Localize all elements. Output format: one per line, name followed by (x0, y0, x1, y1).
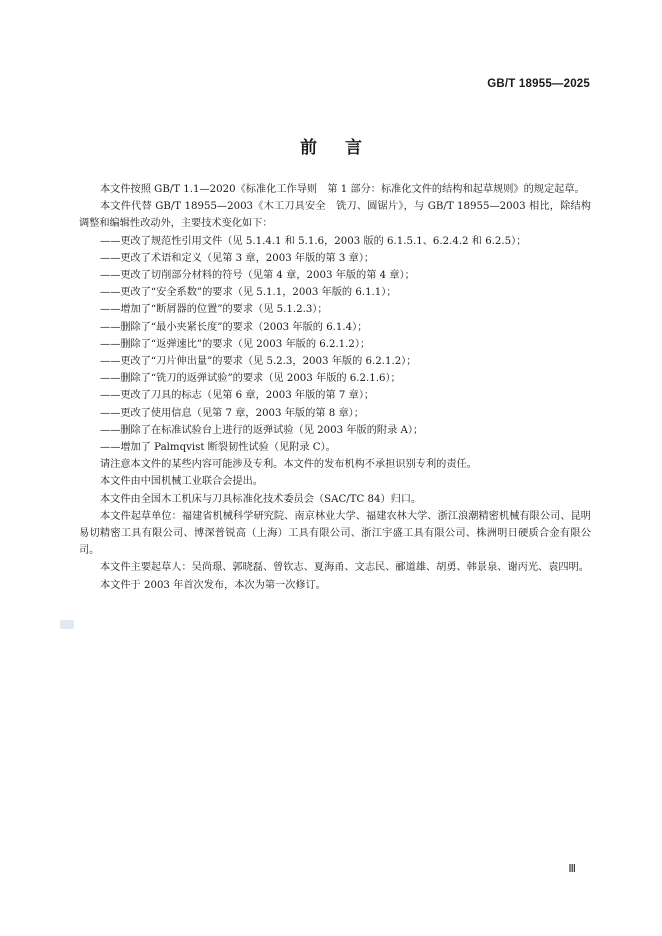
drafting-units: 本文件起草单位：福建省机械科学研究院、南京林业大学、福建农林大学、浙江浪潮精密机械有限公司、昆明易切精密工具有限公司、博深普锐高（上海）工具有限公司、浙江宇盛工具有限公司、株洲明日硬质合金有限公司。 (79, 510, 591, 557)
proposer-statement: 本文件由中国机械工业联合会提出。 (100, 476, 263, 488)
list-item: ——删除了“返弹速比”的要求（见 2003 年版的 6.2.1.2）； (100, 338, 371, 350)
list-item: ——更改了切削部分材料的符号（见第 4 章，2003 年版的第 4 章）； (100, 270, 415, 282)
intro-paragraph: 本文件代替 GB/T 18955—2003《木工刀具安全 铣刀、圆锯片》，与 GB/T 18955—2003 相比，除结构调整和编辑性改动外，主要技术变化如下： (79, 201, 591, 230)
changes-list (79, 233, 591, 457)
drafters: 本文件主要起草人：吴尚璟、郭晓磊、曾钦志、夏海甬、文志民、郦道雄、胡勇、韩景泉、谢丙光、袁四明。 (100, 562, 589, 574)
list-item: ——更改了“安全系数”的要求（见 5.1.1，2003 年版的 6.1.1）； (100, 287, 397, 299)
intro-paragraph: 本文件按照 GB/T 1.1—2020《标准化工作导则 第 1 部分：标准化文件的结构和起草规则》的规定起草。 (100, 184, 585, 195)
list-item: ——更改了术语和定义（见第 3 章，2003 年版的第 3 章）； (100, 252, 375, 264)
page-title: 前言 (300, 138, 390, 158)
list-item: ——删除了“最小夹紧长度”的要求（2003 年版的 6.1.4）； (100, 321, 368, 333)
standard-code: GB/T 18955—2025 (487, 78, 590, 90)
list-item: ——删除了“铣刀的返弹试验”的要求（见 2003 年版的 6.2.1.6）； (100, 373, 401, 385)
committee-statement: 本文件由全国木工机床与刀具标准化技术委员会（SAC/TC 84）归口。 (100, 493, 422, 505)
list-item: ——增加了 Palmqvist 断裂韧性试验（见附录 C）。 (100, 442, 336, 454)
page-number: Ⅲ (568, 863, 576, 875)
document-body (79, 181, 591, 594)
list-item: ——增加了“断屑器的位置”的要求（见 5.1.2.3）； (100, 304, 328, 316)
list-item: ——更改了“刀片伸出量”的要求（见 5.2.3，2003 年版的 6.2.1.2）； (100, 356, 417, 368)
list-item: ——更改了规范性引用文件（见 5.1.4.1 和 5.1.6，2003 版的 6.1.5.1、6.2.4.2 和 6.2.5）； (100, 235, 527, 247)
list-item: ——删除了在标准试验台上进行的返弹试验（见 2003 年版的附录 A）； (100, 424, 424, 436)
patent-notice: 请注意本文件的某些内容可能涉及专利。本文件的发布机构不承担识别专利的责任。 (100, 459, 477, 471)
watermark-mark (60, 620, 74, 629)
publication-history: 本文件于 2003 年首次发布，本次为第一次修订。 (100, 579, 326, 591)
list-item: ——更改了刀具的标志（见第 6 章，2003 年版的第 7 章）； (100, 390, 375, 402)
list-item: ——更改了使用信息（见第 7 章，2003 年版的第 8 章）； (100, 407, 364, 419)
